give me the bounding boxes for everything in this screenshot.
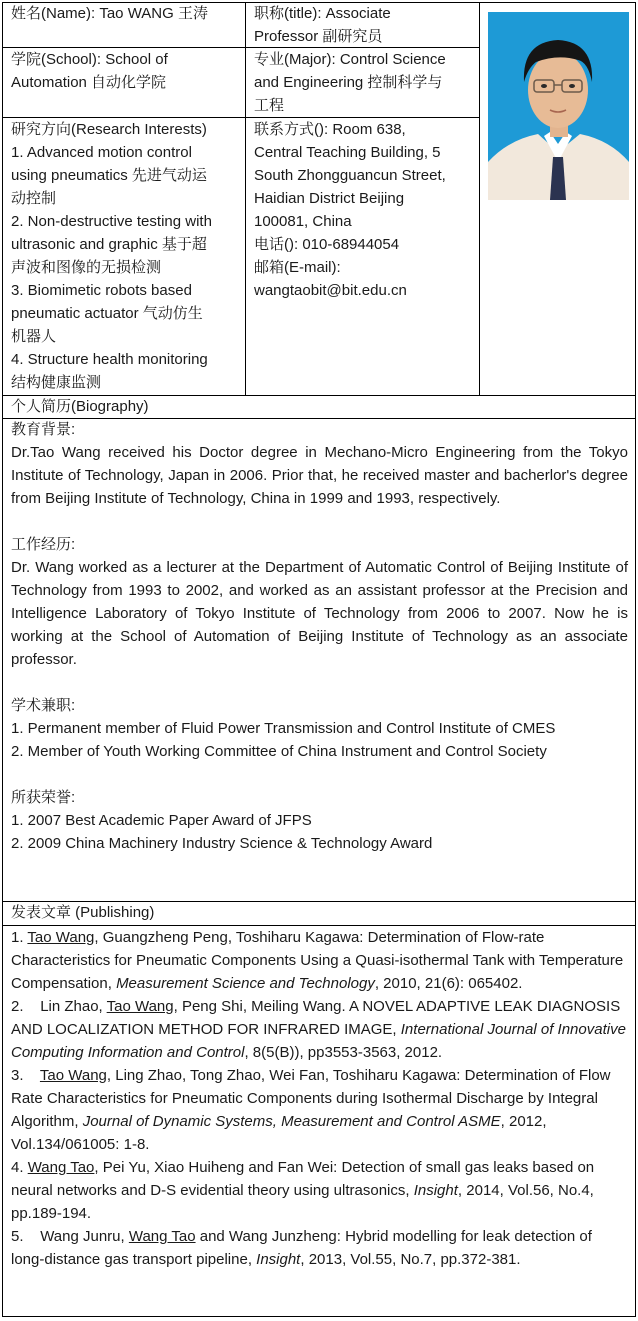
pub-body: , Guangzheng Peng, Toshiharu Kagawa: Determination of Flow-rate Characteristics for Pneumatic Components Using a Quasi-isothermal Tank with Temperature Compensation, [11,929,624,992]
contact-cell [246,118,479,302]
biography-heading: 个人简历(Biography) [11,398,149,415]
pub-author-highlight: Tao Wang [39,1067,107,1084]
pub-details: , 2010, 21(6): 065402. [374,975,523,992]
research-line: 机器人 [11,328,57,345]
pub-body: , Peng Shi, Meiling Wang. A NOVEL ADAPTIVE LEAK DIAGNOSIS AND LOCALIZATION METHOD FOR INFRARED IMAGE, [11,998,621,1038]
honor-item: 1. 2007 Best Academic Paper Award of JFPS [11,812,312,829]
honors-heading: 所获荣誉: [11,789,76,806]
contact-email-link[interactable]: wangtaobit@bit.edu.cn [254,282,407,299]
pub-journal: International Journal of Innovative Computing Information and Control [11,1021,626,1061]
major-label: 专业(Major): Control Science [254,51,446,68]
portrait-photo [488,12,629,200]
pub-author-highlight: Tao Wang [106,998,174,1015]
contact-address: Central Teaching Building, 5 [254,144,441,161]
portrait-image [488,12,629,200]
pub-journal: Insight [413,1182,458,1199]
pub-body: , Pei Yu, Xiao Huiheng and Fan Wei: Detection of small gas leaks based on neural networks and D-S evidential theory using ultrasonics, [11,1159,595,1199]
publication-item [11,995,628,1064]
pub-journal: Measurement Science and Technology [116,975,375,992]
pub-journal: Journal of Dynamic Systems, Measurement and Control ASME [82,1113,501,1130]
research-heading: 研究方向(Research Interests) [11,121,207,138]
pub-details: , 8(5(B)), pp3553-3563, 2012. [244,1044,443,1061]
pub-author-highlight: Wang Tao [128,1228,196,1245]
pub-number: 1. [11,929,28,946]
publishing-heading: 发表文章 (Publishing) [11,904,155,921]
pub-authors-pre: Lin Zhao, [40,998,107,1015]
publication-item [11,1156,628,1225]
pub-journal: Insight [256,1251,301,1268]
pub-body: , Ling Zhao, Tong Zhao, Wei Fan, Toshiharu Kagawa: Determination of Flow Rate Characteristics for Pneumatic Components during Isothermal Discharge by Integral Algorithm, [11,1067,611,1130]
work-heading: 工作经历: [11,536,76,553]
research-interests-cell [3,118,245,394]
positions-heading: 学术兼职: [11,697,76,714]
research-line: ultrasonic and graphic 基于超 [11,236,207,253]
research-line: 结构健康监测 [11,374,102,391]
contact-address: Haidian District Beijing [254,190,405,207]
school-cell [3,48,245,94]
work-text: Dr. Wang worked as a lecturer at the Department of Automatic Control of Beijing Institute of Technology from 1993 to 2002, and worked as an assistant professor at the Precision and Intelligence Laboratory of Tokyo Institute of Technology from 2006 to 2007. Now he is working at the School of Automation of Beijing Institute of Technology as an associate professor. [11,559,628,668]
contact-address: 联系方式(): Room 638, [254,121,406,138]
position-item: 1. Permanent member of Fluid Power Transmission and Control Institute of CMES [11,720,556,737]
major-line: and Engineering 控制科学与 [254,74,443,91]
publication-item [11,1064,628,1156]
school-value: Automation 自动化学院 [11,74,167,91]
publishing-heading-cell [3,901,636,924]
honor-item: 2. 2009 China Machinery Industry Science & Technology Award [11,835,433,852]
education-heading: 教育背景: [11,421,76,438]
research-line: using pneumatics 先进气动运 [11,167,207,184]
publication-list [3,926,636,1271]
pub-author-highlight: Tao Wang [27,929,95,946]
pub-body: and Wang Junzheng: Hybrid modelling for leak detection of long-distance gas transport pipeline, [11,1228,592,1268]
research-line: 声波和图像的无损检测 [11,259,162,276]
research-line: 4. Structure health monitoring [11,351,208,368]
pub-details: , 2014, Vol.56, No.4, pp.189-194. [11,1182,594,1222]
pub-details: , 2013, Vol.55, No.7, pp.372-381. [300,1251,521,1268]
publication-item [11,926,628,995]
research-line: 1. Advanced motion control [11,144,192,161]
title-cell [246,2,479,48]
biography-content [3,418,636,855]
publication-item [11,1225,628,1271]
major-cell [246,48,479,117]
pub-number: 4. [11,1159,28,1176]
research-line: 3. Biomimetic robots based [11,282,192,299]
divider [479,2,480,396]
contact-phone: 电话(): 010-68944054 [254,236,400,253]
pub-number: 2. [11,998,41,1015]
pub-number: 5. [11,1228,41,1245]
pub-authors-pre: Wang Junru, [40,1228,129,1245]
pub-number: 3. [11,1067,40,1084]
pub-author-highlight: Wang Tao [27,1159,95,1176]
position-item: 2. Member of Youth Working Committee of China Instrument and Control Society [11,743,547,760]
title-value: Professor 副研究员 [254,28,383,45]
biography-heading-cell [3,395,636,418]
title-label: 职称(title): Associate [254,5,391,22]
research-line: 动控制 [11,190,57,207]
contact-address: 100081, China [254,213,352,230]
name-label: 姓名(Name): Tao WANG 王涛 [11,5,208,22]
pub-details: , 2012, Vol.134/061005: 1-8. [11,1113,547,1153]
education-text: Dr.Tao Wang received his Doctor degree in Mechano-Micro Engineering from the Tokyo Institute of Technology, Japan in 2006. Prior that, he received master and bacherlor's degree from Beijing Institute of Technology, China in 1999 and 1993, respectively. [11,444,628,507]
school-label: 学院(School): School of [11,51,168,68]
contact-email-label: 邮箱(E-mail): [254,259,341,276]
contact-address: South Zhongguancun Street, [254,167,446,184]
name-cell [3,2,245,25]
major-line: 工程 [254,97,285,114]
research-line: pneumatic actuator 气动仿生 [11,305,203,322]
research-line: 2. Non-destructive testing with [11,213,212,230]
